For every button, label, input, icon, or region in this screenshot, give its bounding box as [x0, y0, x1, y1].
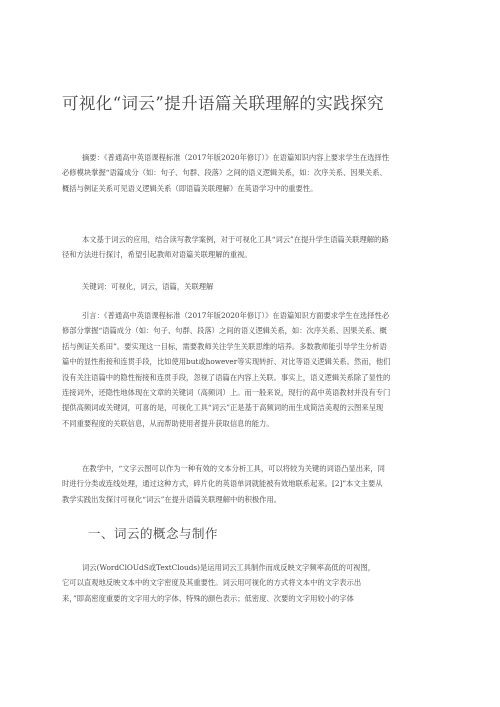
section-heading: 一、词云的概念与制作	[88, 526, 219, 541]
intro-paragraph	[62, 232, 454, 263]
abstract-line: 摘要：《普通高中英语课程标准（2017年版2020年修订）》在语篇知识内容上要求学生在选择性	[82, 153, 390, 162]
preface-line: 不同重要程度的关联信息，从而帮助使用者提升获取信息的能力。	[62, 418, 274, 428]
preface-line: 括与例证关系田”。要实现这一目标，需要教师关注学生关联思维的培养。多数教师能引导学生分析语	[62, 341, 387, 351]
teaching-line: 教学实践出发探讨可视化“词云”在提升语篇关联理解中的积极作用。	[62, 494, 282, 504]
teaching-line: 时进行分类或连线处理，通过这种方式，碎片化的英语单词就能被有效地联系起来。[2]”本文主要从	[62, 479, 383, 489]
abstract-line: 必修模块掌握“语篇成分（如：句子、句群、段落）之间的语义逻辑关系，如：次序关系、因果关系、	[62, 168, 387, 178]
teaching-paragraph	[62, 461, 454, 507]
section-paragraph	[62, 560, 454, 606]
preface-line: 提供高频词或关键词，可喜的是，可视化工具“词云”正是基于高频词的而生成简洁美观的云图来呈现	[62, 403, 384, 413]
teaching-line: 在教学中，“文字云图可以作为一种有效的文本分析工具，可以将较为关键的词语凸显出来，同	[82, 464, 385, 473]
section-line: 它可以直观地反映文本中的文字密度及其重要性。词云用可视化的方式将文本中的文字表示出	[62, 578, 362, 588]
preface-line: 连接词外，还隐性地体现在文章的关键词（高频词）上。而一般来说，现行的高中英语教材并没有专门	[62, 388, 391, 398]
abstract-paragraph	[62, 150, 454, 196]
intro-line: 径和方法进行探讨，希望引起教师对语篇关联理解的重视。	[62, 250, 252, 260]
article-title: 可视化“词云”提升语篇关联理解的实践探究	[62, 94, 384, 113]
preface-line: 篇中的显性衔接和连贯手段，比如使用but或however等实现转折、对比等语义逻辑关系。然而，他们	[62, 357, 391, 367]
keywords-line: 关键词：可视化，词云，语篇，关联理解	[82, 282, 214, 291]
section-line: 词云(WordClOUdS或TextClouds)是运用词云工具制作而成反映文字频率高低的可视图，	[82, 563, 376, 572]
preface-line: 修部分掌握“语篇成分（如：句子、句群、段落）之间的语义逻辑关系，如：次序关系、因果关系、概	[62, 326, 387, 336]
preface-paragraph	[62, 308, 454, 431]
abstract-line: 概括与例证关系可见语义逻辑关系（即语篇关联理解）在英语学习中的重要性。	[62, 183, 318, 193]
preface-line: 引言：《普通高中英语课程标准（2017年版2020年修订）》在语篇知识方面要求学生在选择性必	[82, 311, 390, 320]
preface-line: 没有关注语篇中的隐性衔接和连贯手段，忽视了语篇在内容上关联。事实上，语义逻辑关系除了显性的	[62, 372, 391, 382]
section-line: 来，”即高密度重要的文字用大的字体、特殊的颜色表示；低密度、次要的文字用较小的字体	[62, 593, 354, 603]
intro-line: 本文基于词云的应用，结合读写教学案例，对于可视化工具“词云”在提升学生语篇关联理解的路	[82, 235, 389, 244]
